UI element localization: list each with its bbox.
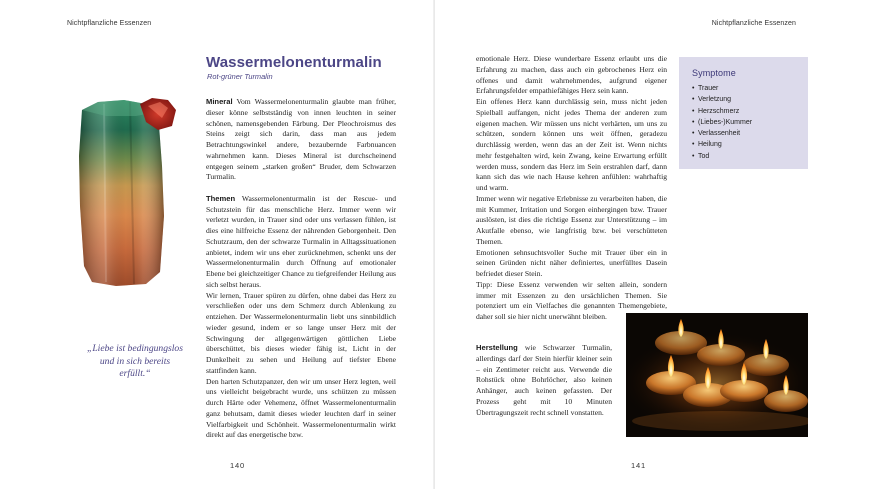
bullet-icon: • (692, 118, 695, 126)
page-number-left: 140 (230, 461, 245, 470)
paragraph-text: emotionale Herz. Diese wunderbare Essenz erlaubt uns die Erfahrung zu machen, dass auch ein gebrochenes Herz ein offenes und damit wahrnehmendes, aufgrund eigener Erfahrungsfelder empathiefähiges Herz sein kann. (476, 54, 667, 96)
symptom-box (679, 57, 808, 169)
symptom-item (692, 106, 808, 117)
paragraph-lead: Themen (206, 193, 236, 203)
paragraph-body (476, 97, 667, 194)
paragraph-body (476, 194, 667, 248)
bullet-icon: • (692, 107, 695, 115)
running-head-left: Nichtpflanzliche Essenzen (67, 20, 152, 27)
tourmaline-crystal-image (76, 96, 178, 288)
symptom-item-label: (Liebes-)Kummer (698, 118, 753, 126)
symptom-list (692, 83, 808, 162)
paragraph-body (476, 248, 667, 280)
paragraph-text: wie Schwarzer Turmalin, allerdings darf der Stein hierfür kleiner sein – ein Zentimeter reicht aus. Verwende die Rohstück ohne Bohrlöcher, also keinen Anhänger, auch keinen gefassten. Der Prozess geht mit 10 Minuten Übertragungszeit recht schnell vonstatten. (476, 343, 612, 417)
bullet-icon: • (692, 141, 695, 149)
bullet-icon: • (692, 96, 695, 104)
paragraph-body (206, 291, 396, 377)
article-title: Wassermelonenturmalin (206, 54, 382, 71)
paragraph-lead: Herstellung (476, 343, 518, 352)
symptom-item-label: Herzschmerz (698, 107, 740, 115)
pull-quote: „Liebe ist bedingungslos und in sich bereits erfüllt.“ (87, 343, 183, 379)
paragraph-text: Vom Wassermelonenturmalin glaubte man früher, dieser könne selbstständig von innen leuchten in seiner schönen, namensgebenden Färbung. Der Pleochroismus des Steins zeigt sich darin, dass man aus jedem Betrachtungswinkel andere, bezaubernde Farbnuancen wahrnehmen kann. Dieses Mineral ist durchscheinend entgegen seinem „starken großen“ Bruder, dem Schwarzen Turmalin. (206, 97, 396, 182)
bullet-icon: • (692, 85, 695, 92)
symptom-item-label: Trauer (698, 85, 719, 92)
paragraph-text: Den harten Schutzpanzer, den wir um unser Herz legten, weil uns vielleicht beigebracht wurde, uns schützen zu müssen durch Härte oder Vehemenz, öffnet Wassermelonenturmalin ganz behutsam, damit dieses wieder leuchten darf in seiner Vielfarbigkeit und Schönheit. Wassermelonenturmalin wirkt direkt auf das energetische bzw. (206, 376, 396, 440)
symptom-box-title: Symptome (692, 68, 736, 78)
left-body-text (206, 97, 396, 441)
paragraph-themen (206, 194, 396, 291)
paragraph-mineral (206, 97, 396, 183)
paragraph-text: Tipp: Diese Essenz verwenden wir selten allein, sondern immer mit Essenzen zu den ursächlichen Themen. Sie potenziert um ein Vielfaches die genannten Themengebiete, daher soll sie hier nicht unerwähnt bleiben. (476, 279, 667, 321)
right-page (435, 0, 870, 489)
symptom-item (692, 83, 808, 94)
paragraph-body (206, 377, 396, 442)
article-subtitle: Rot-grüner Turmalin (207, 72, 273, 81)
floating-candles-photo (626, 313, 808, 437)
symptom-item (692, 151, 808, 162)
paragraph-text: Immer wenn wir negative Erlebnisse zu verarbeiten haben, die mit Kummer, Irritation und Sorgen einhergingen bzw. Trauer auslösten, ist dies die richtige Essenz zur Unterstützung – im Akutfalle ebenso, wie langfristig bzw. bei verschütteten Themen. (476, 193, 667, 246)
symptom-item (692, 117, 808, 128)
paragraph-text: Ein offenes Herz kann durchlässig sein, muss nicht jeden Spielball auffangen, nicht jedes Thema der anderen zum eigenen machen. Wir müssen uns nicht verhärten, um uns zu schützen, sondern können uns weit öffnen, geradezu durchlässig werden, wenn das an der Zeit ist. Wenn nichts mehr festgehalten wird, kein Zwang, keine Erwartung erfüllt werden muss, sondern das Herz im Sein erstrahlen darf, dann kann sich das wie nach Hause kehren anfühlen: wahrhaftig und warm. (476, 97, 667, 192)
symptom-item-label: Verlassenheit (698, 130, 741, 138)
paragraph-text: Wassermelonenturmalin ist der Rescue- und Schutzstein für das menschliche Herz. Immer wenn wir verletzt wurden, in Trauer sind oder uns verlassen fühlen, ist dies eine hilfreiche Essenz der nährenden Geborgenheit. Den Schutzraum, den der schwarze Turmalin in Alltagssituationen anbietet, indem wir uns eher zurücknehmen, schenkt uns der Wassermelonenturmalin durch Öffnung auf emotionaler Ebene bei gleichzeitiger Chance zu tiefgreifender Heilung aus sich selbst heraus. (206, 193, 396, 289)
paragraph-text: Emotionen sehnsuchtsvoller Suche mit Trauer über ein in seinen Gründen nicht näher definiertes, unerfülltes Dasein befriedet dieser Stein. (476, 247, 667, 278)
bullet-icon: • (692, 130, 695, 138)
right-body-text-herstellung (476, 343, 612, 418)
paragraph-herstellung (476, 343, 612, 418)
paragraph-body (476, 54, 667, 97)
symptom-item-label: Verletzung (698, 96, 732, 104)
symptom-item (692, 139, 808, 150)
bullet-icon: • (692, 152, 695, 160)
symptom-item (692, 94, 808, 105)
paragraph-text: Wir lernen, Trauer spüren zu dürfen, ohne dabei das Herz zu verschließen oder uns dem Schmerz durch Ablenkung zu entziehen. Der Wassermelonenturmalin liebt uns sinnbildlich wieder gesund, indem er so lange unser Herz mit der Schwingung der allgegenwärtigen göttlichen Liebe überschüttet, bis dieses wieder fähig ist, Licht in der Dunkelheit zu sehen und Heilung auf tiefster Ebene stattfinden kann. (206, 290, 396, 375)
running-head-right: Nichtpflanzliche Essenzen (711, 20, 796, 27)
right-body-text (476, 54, 667, 323)
symptom-item (692, 128, 808, 139)
symptom-item-label: Tod (698, 152, 710, 160)
page-number-right: 141 (631, 461, 646, 470)
symptom-item-label: Heilung (698, 141, 722, 149)
paragraph-lead: Mineral (206, 97, 233, 106)
